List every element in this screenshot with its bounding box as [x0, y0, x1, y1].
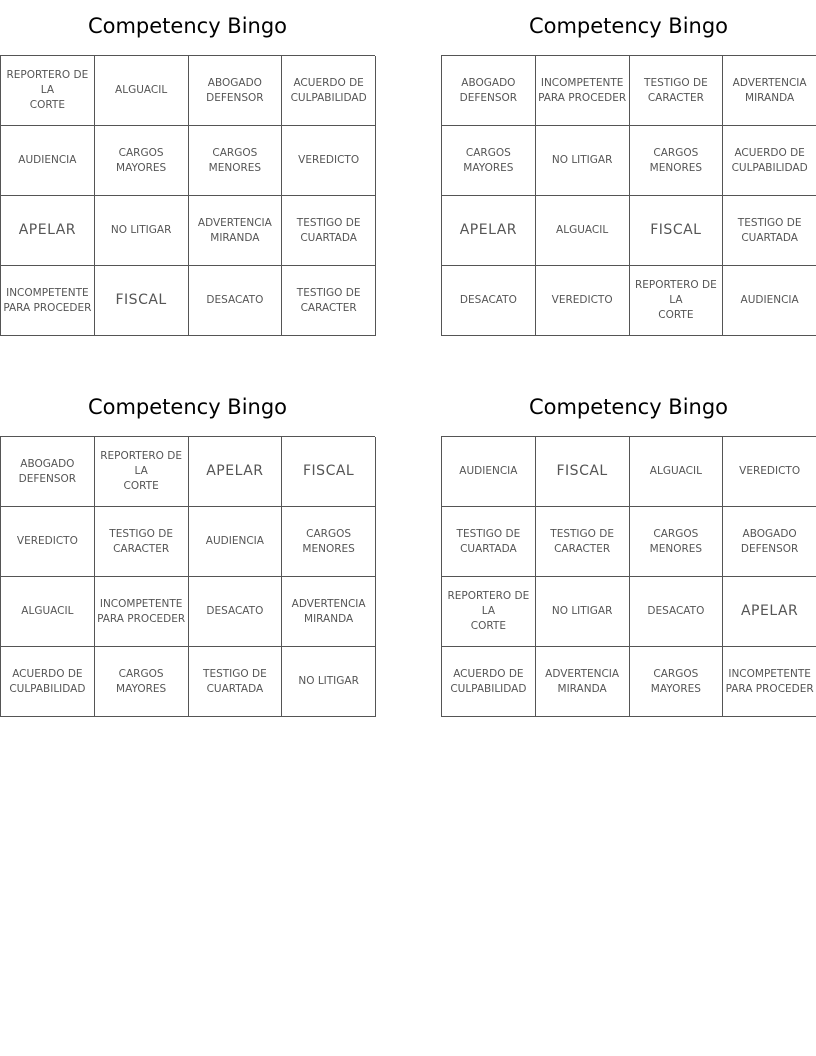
bingo-cell: TESTIGO DE CARACTER — [630, 56, 724, 126]
bingo-cell: ADVERTENCIA MIRANDA — [189, 196, 283, 266]
bingo-cell: ALGUACIL — [1, 577, 95, 647]
bingo-grid — [441, 436, 816, 717]
bingo-cell: REPORTERO DE LA CORTE — [95, 437, 189, 507]
bingo-cell: APELAR — [189, 437, 283, 507]
bingo-cell: ALGUACIL — [536, 196, 630, 266]
bingo-cell: ACUERDO DE CULPABILIDAD — [442, 647, 536, 717]
bingo-card-4 — [441, 381, 816, 717]
bingo-cell: FISCAL — [282, 437, 376, 507]
bingo-cell: ALGUACIL — [630, 437, 724, 507]
bingo-cell: TESTIGO DE CARACTER — [282, 266, 376, 336]
bingo-cell: ADVERTENCIA MIRANDA — [282, 577, 376, 647]
bingo-cell: AUDIENCIA — [1, 126, 95, 196]
bingo-cell: INCOMPETENTE PARA PROCEDER — [723, 647, 816, 717]
bingo-grid — [0, 55, 375, 336]
bingo-cell: CARGOS MAYORES — [630, 647, 724, 717]
bingo-cell: FISCAL — [630, 196, 724, 266]
bingo-grid — [0, 436, 375, 717]
bingo-cell: ABOGADO DEFENSOR — [189, 56, 283, 126]
bingo-cell: TESTIGO DE CARACTER — [95, 507, 189, 577]
bingo-cell: DESACATO — [442, 266, 536, 336]
bingo-cell: REPORTERO DE LA CORTE — [442, 577, 536, 647]
bingo-cell: TESTIGO DE CUARTADA — [723, 196, 816, 266]
bingo-cell: TESTIGO DE CUARTADA — [282, 196, 376, 266]
bingo-cell: NO LITIGAR — [536, 577, 630, 647]
bingo-cell: FISCAL — [536, 437, 630, 507]
bingo-cell: TESTIGO DE CARACTER — [536, 507, 630, 577]
bingo-cell: ACUERDO DE CULPABILIDAD — [723, 126, 816, 196]
bingo-cell: NO LITIGAR — [536, 126, 630, 196]
bingo-grid — [441, 55, 816, 336]
card-title: Competency Bingo — [528, 395, 729, 419]
bingo-cell: FISCAL — [95, 266, 189, 336]
bingo-cell: ADVERTENCIA MIRANDA — [536, 647, 630, 717]
bingo-cell: AUDIENCIA — [442, 437, 536, 507]
bingo-cell: DESACATO — [189, 266, 283, 336]
card-title: Competency Bingo — [87, 395, 288, 419]
bingo-cell: AUDIENCIA — [723, 266, 816, 336]
bingo-cell: REPORTERO DE LA CORTE — [630, 266, 724, 336]
bingo-cell: ABOGADO DEFENSOR — [723, 507, 816, 577]
bingo-cell: INCOMPETENTE PARA PROCEDER — [95, 577, 189, 647]
bingo-cell: REPORTERO DE LA CORTE — [1, 56, 95, 126]
bingo-cell: NO LITIGAR — [95, 196, 189, 266]
bingo-cell: CARGOS MAYORES — [442, 126, 536, 196]
bingo-cell: CARGOS MAYORES — [95, 126, 189, 196]
bingo-cell: APELAR — [442, 196, 536, 266]
bingo-cell: VEREDICTO — [282, 126, 376, 196]
bingo-cell: CARGOS MENORES — [630, 126, 724, 196]
bingo-cell: CARGOS MAYORES — [95, 647, 189, 717]
bingo-cell: ALGUACIL — [95, 56, 189, 126]
bingo-cell: CARGOS MENORES — [630, 507, 724, 577]
bingo-cell: CARGOS MENORES — [282, 507, 376, 577]
bingo-cell: CARGOS MENORES — [189, 126, 283, 196]
bingo-cell: VEREDICTO — [723, 437, 816, 507]
bingo-cell: DESACATO — [189, 577, 283, 647]
bingo-cell: ABOGADO DEFENSOR — [1, 437, 95, 507]
bingo-card-3 — [0, 381, 375, 717]
bingo-cell: ACUERDO DE CULPABILIDAD — [1, 647, 95, 717]
card-title: Competency Bingo — [87, 14, 288, 38]
bingo-cell: DESACATO — [630, 577, 724, 647]
bingo-cell: TESTIGO DE CUARTADA — [442, 507, 536, 577]
card-title: Competency Bingo — [528, 14, 729, 38]
bingo-cell: ADVERTENCIA MIRANDA — [723, 56, 816, 126]
bingo-card-1 — [0, 0, 375, 336]
bingo-cell: ACUERDO DE CULPABILIDAD — [282, 56, 376, 126]
bingo-cell: INCOMPETENTE PARA PROCEDER — [1, 266, 95, 336]
bingo-cell: AUDIENCIA — [189, 507, 283, 577]
bingo-cell: INCOMPETENTE PARA PROCEDER — [536, 56, 630, 126]
bingo-cell: APELAR — [1, 196, 95, 266]
bingo-cell: NO LITIGAR — [282, 647, 376, 717]
bingo-card-2 — [441, 0, 816, 336]
bingo-cell: ABOGADO DEFENSOR — [442, 56, 536, 126]
bingo-cell: APELAR — [723, 577, 816, 647]
bingo-cell: VEREDICTO — [1, 507, 95, 577]
bingo-cell: VEREDICTO — [536, 266, 630, 336]
bingo-cell: TESTIGO DE CUARTADA — [189, 647, 283, 717]
